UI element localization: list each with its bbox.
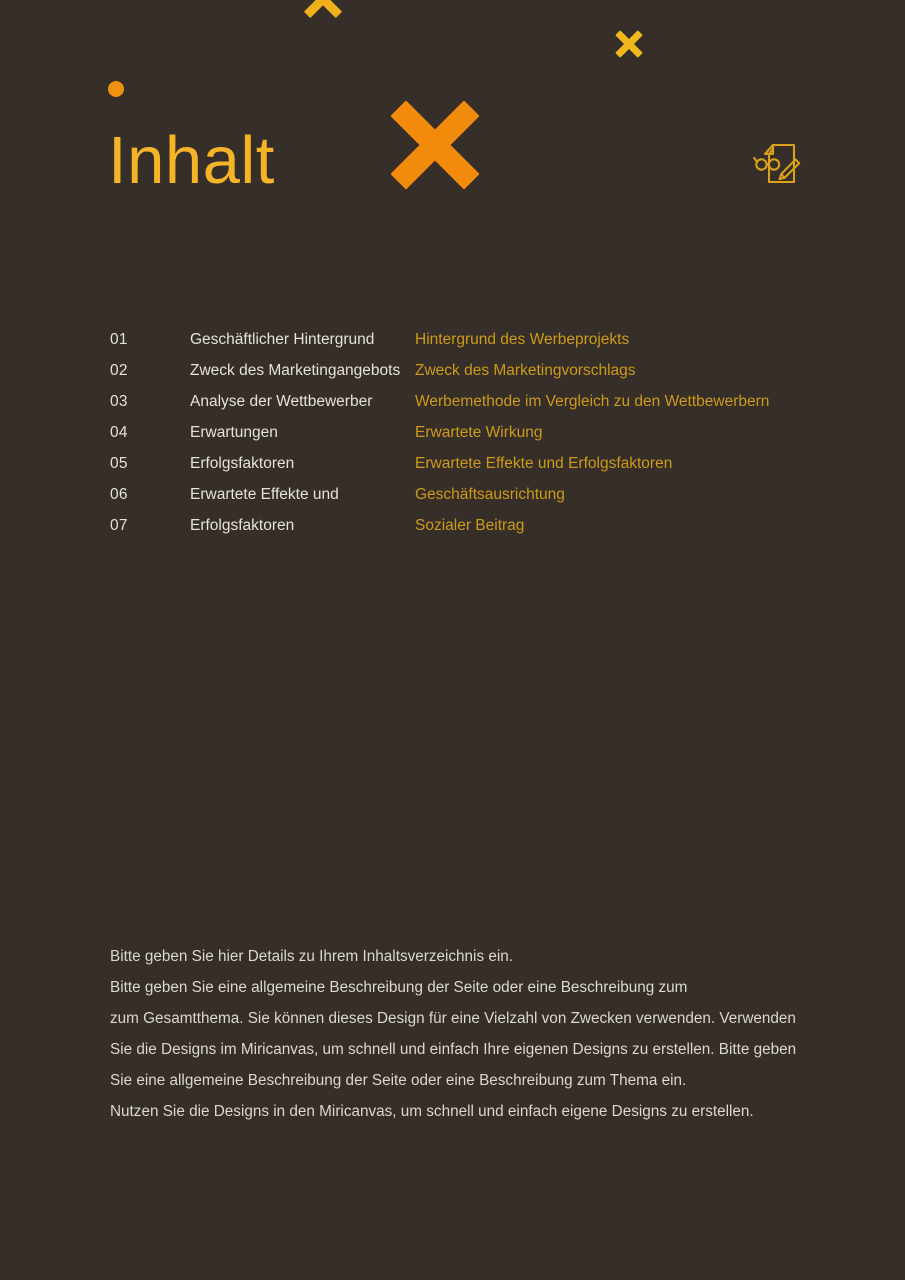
toc-number: 04 <box>110 424 128 441</box>
description-line: Sie die Designs im Miricanvas, um schnell und einfach Ihre eigenen Designs zu erstellen. Bitte geben <box>110 1041 797 1058</box>
toc-right-label: Erwartete Wirkung <box>415 424 543 441</box>
table-row[interactable] <box>110 324 830 355</box>
toc-left-label: Analyse der Wettbewerber <box>190 393 373 410</box>
toc-left-label: Erfolgsfaktoren <box>190 455 295 472</box>
table-row[interactable] <box>110 448 830 479</box>
document-review-icon <box>751 135 805 191</box>
table-row[interactable] <box>110 417 830 448</box>
toc-right-label: Werbemethode im Vergleich zu den Wettbewerbern <box>415 393 770 410</box>
toc-left-label: Erfolgsfaktoren <box>190 517 295 534</box>
orange-dot-icon <box>108 81 124 97</box>
toc-number: 01 <box>110 331 128 348</box>
toc-left-label: Erwartete Effekte und <box>190 486 339 503</box>
large-x-mark-icon <box>396 103 474 187</box>
toc-number: 06 <box>110 486 128 503</box>
description-line: Bitte geben Sie eine allgemeine Beschreibung der Seite oder eine Beschreibung zum <box>110 979 688 996</box>
description-line: Nutzen Sie die Designs in den Miricanvas, um schnell und einfach eigene Designs zu erstellen. <box>110 1103 754 1120</box>
toc-number: 05 <box>110 455 128 472</box>
toc-right-label: Geschäftsausrichtung <box>415 486 565 503</box>
description-line: Sie eine allgemeine Beschreibung der Seite oder eine Beschreibung zum Thema ein. <box>110 1072 687 1089</box>
small-x-mark-icon <box>616 31 641 56</box>
table-row[interactable] <box>110 479 830 510</box>
description-paragraph <box>110 941 850 1127</box>
description-line: zum Gesamtthema. Sie können dieses Design für eine Vielzahl von Zwecken verwenden. Verwenden <box>110 1010 796 1027</box>
toc-right-label: Erwartete Effekte und Erfolgsfaktoren <box>415 455 673 472</box>
toc-number: 07 <box>110 517 128 534</box>
toc-right-label: Zweck des Marketingvorschlags <box>415 362 636 379</box>
table-row[interactable] <box>110 386 830 417</box>
toc-left-label: Erwartungen <box>190 424 278 441</box>
page-title: Inhalt <box>108 123 275 198</box>
toc-right-label: Hintergrund des Werbeprojekts <box>415 331 630 348</box>
table-row[interactable] <box>110 355 830 386</box>
toc-number: 03 <box>110 393 128 410</box>
clipped-x-mark-icon <box>305 0 340 16</box>
table-of-contents <box>110 324 830 541</box>
table-row[interactable] <box>110 510 830 541</box>
toc-number: 02 <box>110 362 128 379</box>
description-line: Bitte geben Sie hier Details zu Ihrem Inhaltsverzeichnis ein. <box>110 948 514 965</box>
toc-left-label: Zweck des Marketingangebots <box>190 362 401 379</box>
toc-right-label: Sozialer Beitrag <box>415 517 525 534</box>
toc-left-label: Geschäftlicher Hintergrund <box>190 331 375 348</box>
